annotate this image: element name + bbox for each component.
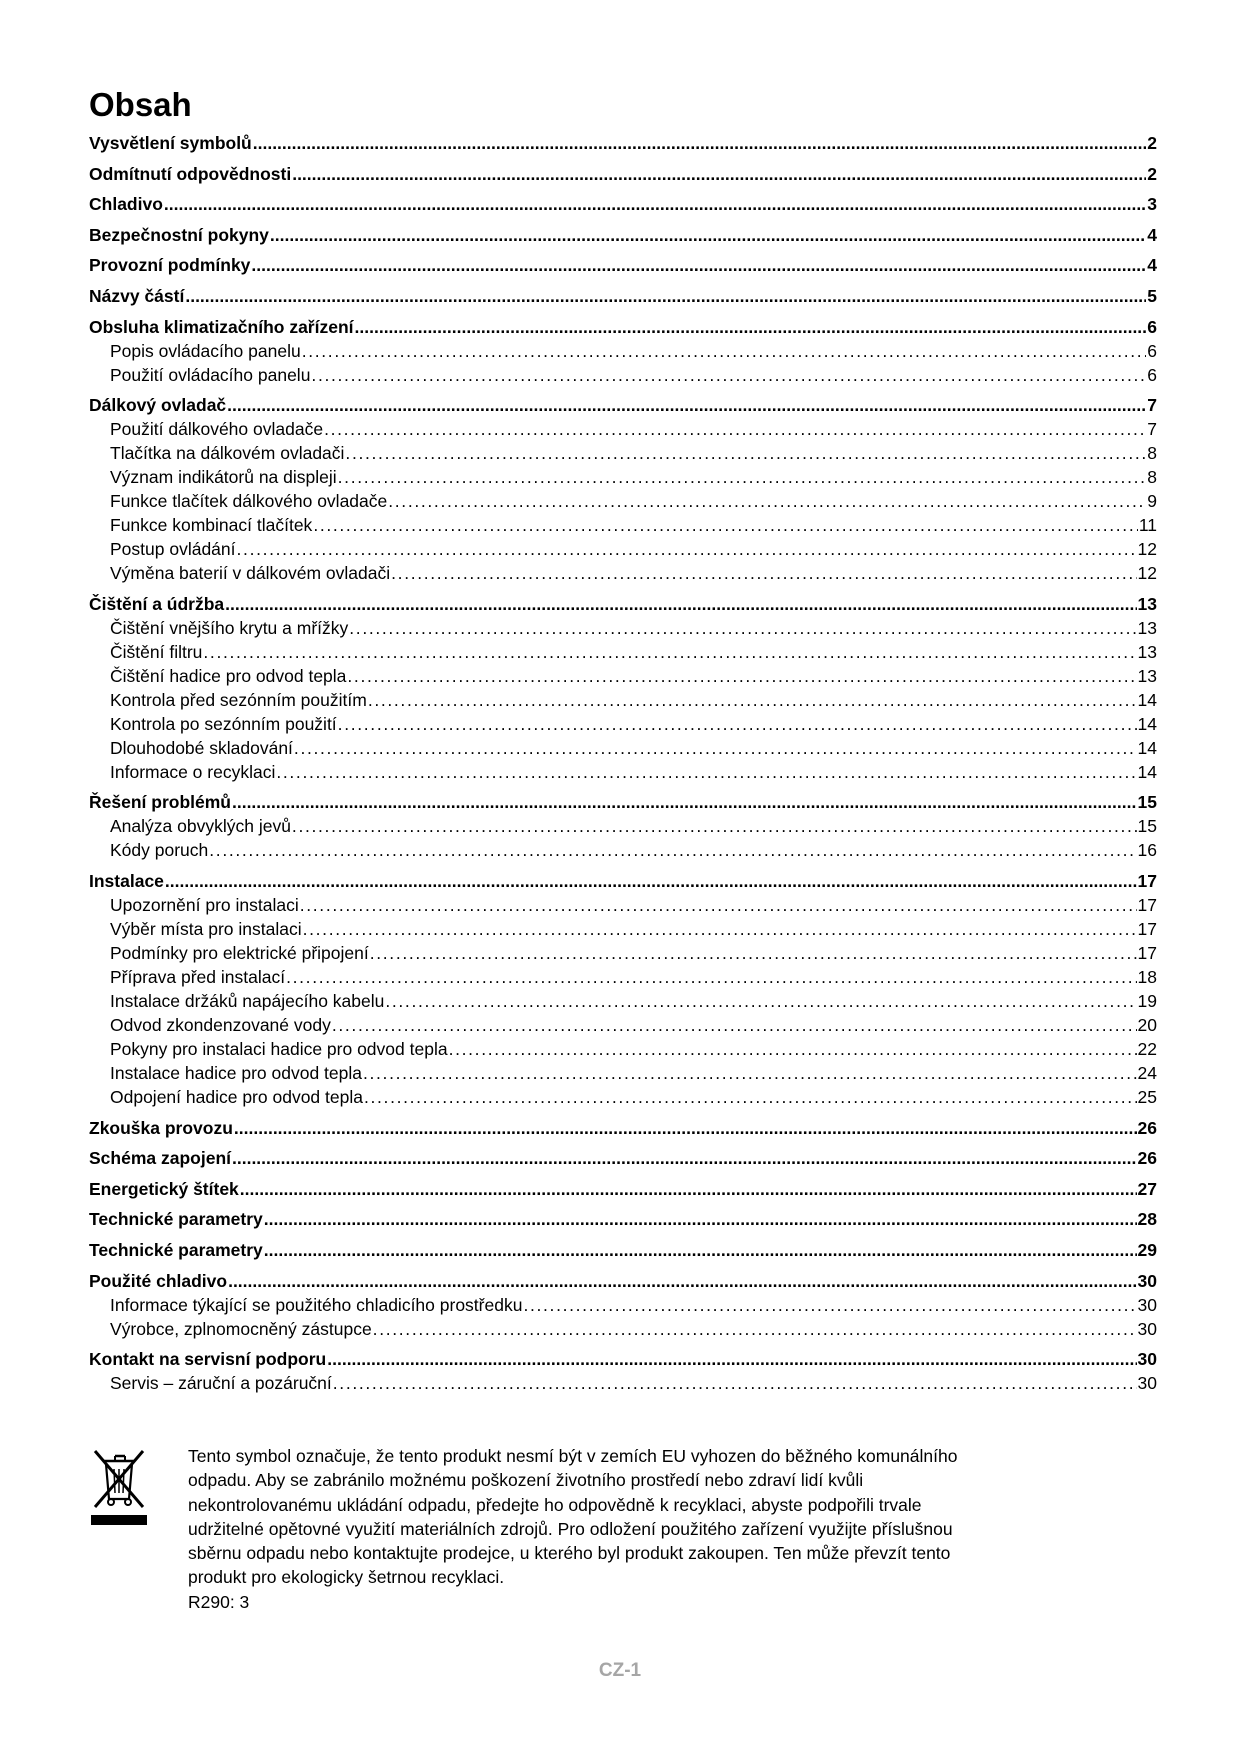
toc-page-number: 14 [1137, 737, 1157, 758]
toc-leader-dots [292, 164, 1146, 185]
toc-entry-label: Výměna baterií v dálkovém ovladači [110, 563, 391, 584]
toc-leader-dots [292, 816, 1137, 837]
toc-leader-dots [391, 563, 1136, 584]
toc-entry [89, 1148, 1157, 1172]
toc-leader-dots [227, 395, 1146, 416]
toc-leader-dots [327, 1349, 1136, 1370]
toc-page-number: 2 [1147, 133, 1157, 153]
toc-page-number: 14 [1137, 761, 1157, 782]
toc-entry-label: Dlouhodobé skladování [110, 737, 293, 758]
toc-entry-label: Technické parametry [89, 1209, 263, 1230]
toc-entry-label: Informace o recyklaci [110, 761, 276, 782]
toc-entry [89, 255, 1157, 279]
toc-leader-dots [203, 642, 1136, 663]
toc-page-number: 28 [1137, 1209, 1157, 1230]
toc-entry-label: Kontakt na servisní podporu [89, 1349, 327, 1370]
toc-leader-dots [253, 133, 1147, 154]
toc-leader-dots [338, 467, 1147, 488]
toc-entry-label: Instalace [89, 870, 164, 891]
toc-leader-dots [333, 1373, 1137, 1394]
toc-entry-label: Význam indikátorů na displeji [110, 467, 337, 488]
toc-subentry [89, 443, 1157, 467]
toc-entry [89, 395, 1157, 419]
disposal-notice-line: produkt pro ekologicky šetrnou recyklaci. [188, 1567, 505, 1588]
toc-page-number: 30 [1137, 1373, 1157, 1394]
toc-page-number: 13 [1137, 593, 1157, 614]
toc-page-number: 19 [1137, 990, 1157, 1011]
toc-leader-dots [264, 1240, 1137, 1261]
toc-leader-dots [311, 365, 1146, 386]
toc-entry-label: Podmínky pro elektrické připojení [110, 942, 369, 963]
toc-page-number: 26 [1137, 1148, 1157, 1169]
toc-leader-dots [164, 194, 1146, 215]
toc-leader-dots [209, 840, 1136, 861]
toc-leader-dots [165, 871, 1137, 892]
toc-page-number: 3 [1147, 194, 1157, 215]
toc-entry [89, 1240, 1157, 1264]
toc-entry [89, 871, 1157, 895]
toc-page-number: 13 [1137, 617, 1157, 638]
disposal-notice-line: R290: 3 [188, 1591, 250, 1612]
toc-leader-dots [300, 895, 1137, 916]
toc-page-number: 17 [1137, 894, 1157, 915]
toc-subentry [89, 666, 1157, 690]
toc-page-number: 16 [1137, 840, 1157, 861]
toc-entry [89, 286, 1157, 310]
toc-leader-dots [364, 1087, 1137, 1108]
toc-leader-dots [232, 1148, 1137, 1169]
toc-subentry [89, 840, 1157, 864]
toc-leader-dots [338, 714, 1137, 735]
toc-entry-label: Upozornění pro instalaci [110, 894, 299, 915]
toc-entry-label: Schéma zapojení [89, 1148, 231, 1169]
toc-subentry [89, 895, 1157, 919]
toc-leader-dots [251, 255, 1146, 276]
toc-subentry [89, 1087, 1157, 1111]
toc-page-number: 12 [1137, 563, 1157, 584]
toc-entry-label: Instalace držáků napájecího kabelu [110, 990, 385, 1011]
toc-leader-dots [276, 762, 1136, 783]
toc-entry [89, 1349, 1157, 1373]
toc-entry-label: Odmítnutí odpovědnosti [89, 163, 292, 184]
toc-entry [89, 225, 1157, 249]
toc-leader-dots [240, 1179, 1137, 1200]
toc-page-number: 14 [1137, 713, 1157, 734]
table-of-contents [89, 133, 1157, 1397]
toc-entry [89, 133, 1157, 157]
toc-entry-label: Použití ovládacího panelu [110, 364, 311, 385]
toc-leader-dots [228, 1271, 1136, 1292]
toc-page-number: 24 [1137, 1062, 1157, 1083]
toc-page-number: 8 [1147, 467, 1157, 488]
toc-subentry [89, 816, 1157, 840]
toc-entry [89, 792, 1157, 816]
toc-page-number: 7 [1147, 419, 1157, 440]
toc-leader-dots [303, 919, 1137, 940]
toc-leader-dots [324, 419, 1146, 440]
toc-entry-label: Příprava před instalací [110, 966, 286, 987]
toc-subentry [89, 365, 1157, 389]
toc-entry-label: Názvy částí [89, 285, 185, 306]
toc-subentry [89, 738, 1157, 762]
toc-page-number: 15 [1137, 816, 1157, 837]
toc-leader-dots [363, 1063, 1137, 1084]
toc-subentry [89, 943, 1157, 967]
toc-page-number: 22 [1137, 1038, 1157, 1059]
toc-entry [89, 164, 1157, 188]
toc-page-number: 25 [1137, 1086, 1157, 1107]
toc-entry-label: Odpojení hadice pro odvod tepla [110, 1086, 363, 1107]
toc-page-number: 18 [1137, 966, 1157, 987]
toc-entry-label: Servis – záruční a pozáruční [110, 1373, 332, 1394]
toc-page-number: 30 [1137, 1318, 1157, 1339]
toc-page-number: 12 [1137, 539, 1157, 560]
toc-page-number: 7 [1147, 395, 1157, 416]
toc-subentry [89, 563, 1157, 587]
toc-leader-dots [347, 666, 1136, 687]
toc-page-number: 30 [1137, 1270, 1157, 1291]
toc-page-number: 27 [1137, 1178, 1157, 1199]
crossed-out-wheelie-bin-icon [89, 1447, 149, 1527]
disposal-notice-line: Tento symbol označuje, že tento produkt nesmí být v zemích EU vyhozen do běžného komunálního [188, 1446, 958, 1466]
toc-subentry [89, 1295, 1157, 1319]
toc-leader-dots [349, 618, 1136, 639]
toc-entry-label: Kódy poruch [110, 840, 209, 861]
toc-entry [89, 1271, 1157, 1295]
toc-entry-label: Vysvětlení symbolů [89, 133, 252, 153]
toc-subentry [89, 419, 1157, 443]
toc-leader-dots [225, 594, 1136, 615]
toc-entry [89, 1179, 1157, 1203]
toc-page-number: 30 [1137, 1349, 1157, 1370]
toc-page-number: 2 [1147, 163, 1157, 184]
toc-subentry [89, 762, 1157, 786]
toc-entry-label: Použité chladivo [89, 1270, 228, 1291]
toc-subentry [89, 991, 1157, 1015]
toc-leader-dots [237, 539, 1137, 560]
toc-page-number: 20 [1137, 1014, 1157, 1035]
toc-entry-label: Čištění a údržba [89, 593, 225, 614]
toc-entry-label: Čištění filtru [110, 641, 203, 662]
toc-page-number: 4 [1147, 255, 1157, 276]
toc-entry-label: Funkce kombinací tlačítek [110, 515, 313, 536]
toc-leader-dots [523, 1295, 1136, 1316]
toc-leader-dots [270, 225, 1146, 246]
toc-subentry [89, 642, 1157, 666]
toc-entry-label: Výrobce, zplnomocněný zástupce [110, 1318, 372, 1339]
toc-subentry [89, 1039, 1157, 1063]
toc-entry-label: Chladivo [89, 194, 163, 215]
toc-entry [89, 594, 1157, 618]
toc-page-number: 8 [1147, 443, 1157, 464]
toc-leader-dots [264, 1209, 1137, 1230]
toc-page-number: 17 [1137, 942, 1157, 963]
toc-leader-dots [345, 443, 1146, 464]
toc-subentry [89, 1015, 1157, 1039]
toc-entry-label: Kontrola po sezónním použití [110, 713, 337, 734]
toc-page-number: 5 [1147, 285, 1157, 306]
toc-page-number: 30 [1137, 1294, 1157, 1315]
toc-entry [89, 1209, 1157, 1233]
toc-entry-label: Čištění hadice pro odvod tepla [110, 665, 347, 686]
toc-subentry [89, 618, 1157, 642]
toc-entry-label: Informace týkající se použitého chladicího prostředku [110, 1294, 523, 1315]
toc-page-number: 26 [1137, 1117, 1157, 1138]
toc-entry-label: Odvod zkondenzované vody [110, 1014, 331, 1035]
toc-leader-dots [373, 1319, 1137, 1340]
toc-subentry [89, 1373, 1157, 1397]
toc-subentry [89, 341, 1157, 365]
disposal-notice [188, 1444, 1148, 1614]
toc-entry-label: Kontrola před sezónním použitím [110, 689, 367, 710]
toc-entry-label: Řešení problémů [89, 792, 231, 813]
toc-entry-label: Pokyny pro instalaci hadice pro odvod tepla [110, 1038, 448, 1059]
toc-page-number: 9 [1147, 491, 1157, 512]
toc-page-number: 6 [1147, 364, 1157, 385]
toc-subentry [89, 539, 1157, 563]
toc-leader-dots [368, 690, 1137, 711]
page-title: Obsah [89, 86, 192, 123]
toc-subentry [89, 967, 1157, 991]
toc-page-number: 4 [1147, 224, 1157, 245]
toc-page-number: 11 [1138, 515, 1157, 536]
toc-leader-dots [294, 738, 1137, 759]
toc-entry-label: Instalace hadice pro odvod tepla [110, 1062, 362, 1083]
toc-page-number: 15 [1137, 792, 1157, 813]
toc-subentry [89, 1063, 1157, 1087]
toc-leader-dots [370, 943, 1137, 964]
toc-subentry [89, 919, 1157, 943]
toc-entry-label: Analýza obvyklých jevů [110, 816, 291, 837]
toc-page-number: 6 [1147, 340, 1157, 361]
toc-leader-dots [286, 967, 1136, 988]
toc-entry-label: Tlačítka na dálkovém ovladači [110, 443, 345, 464]
toc-leader-dots [332, 1015, 1137, 1036]
toc-subentry [89, 690, 1157, 714]
toc-leader-dots [234, 1118, 1137, 1139]
toc-page-number: 6 [1147, 316, 1157, 337]
toc-page-number: 13 [1137, 641, 1157, 662]
toc-entry-label: Popis ovládacího panelu [110, 340, 301, 361]
toc-leader-dots [449, 1039, 1137, 1060]
toc-entry-label: Výběr místa pro instalaci [110, 918, 302, 939]
toc-leader-dots [355, 317, 1147, 338]
toc-entry-label: Postup ovládání [110, 539, 236, 560]
toc-entry-label: Zkouška provozu [89, 1117, 233, 1138]
toc-entry-label: Čištění vnějšího krytu a mřížky [110, 617, 349, 638]
disposal-notice-line: udržitelné opětovné využití materiálních zdrojů. Pro odložení použitého zařízení využijte příslušnou [188, 1518, 953, 1539]
disposal-notice-line: nekontrolovanému ukládání odpadu, předejte ho odpovědně k recyklaci, abyste podpořili trvale [188, 1494, 922, 1515]
disposal-notice-line: odpadu. Aby se zabránilo možnému poškození životního prostředí nebo zdraví lidí kvůli [188, 1470, 864, 1491]
toc-leader-dots [385, 991, 1136, 1012]
toc-subentry [89, 467, 1157, 491]
toc-leader-dots [388, 491, 1146, 512]
toc-page-number: 17 [1137, 870, 1157, 891]
toc-page-number: 14 [1137, 689, 1157, 710]
toc-entry-label: Funkce tlačítek dálkového ovladače [110, 491, 388, 512]
toc-entry [89, 194, 1157, 218]
toc-subentry [89, 1319, 1157, 1343]
toc-leader-dots [185, 286, 1146, 307]
toc-entry [89, 1118, 1157, 1142]
toc-entry-label: Dálkový ovladač [89, 395, 227, 416]
toc-leader-dots [313, 515, 1138, 536]
toc-entry-label: Energetický štítek [89, 1178, 239, 1199]
toc-page-number: 13 [1137, 665, 1157, 686]
toc-entry [89, 317, 1157, 341]
toc-page-number: 17 [1137, 918, 1157, 939]
toc-subentry [89, 515, 1157, 539]
toc-subentry [89, 491, 1157, 515]
toc-page-number: 29 [1137, 1239, 1157, 1260]
toc-entry-label: Bezpečnostní pokyny [89, 224, 269, 245]
toc-entry-label: Použití dálkového ovladače [110, 419, 324, 440]
toc-subentry [89, 714, 1157, 738]
page-number: CZ-1 [598, 1660, 642, 1681]
toc-leader-dots [232, 792, 1137, 813]
toc-leader-dots [302, 341, 1147, 362]
disposal-notice-line: sběrnu odpadu nebo kontaktujte prodejce, u kterého byl produkt zakoupen. Ten může převzít tento [188, 1543, 951, 1564]
toc-entry-label: Technické parametry [89, 1239, 263, 1260]
toc-entry-label: Obsluha klimatizačního zařízení [89, 316, 354, 337]
toc-entry-label: Provozní podmínky [89, 255, 251, 276]
